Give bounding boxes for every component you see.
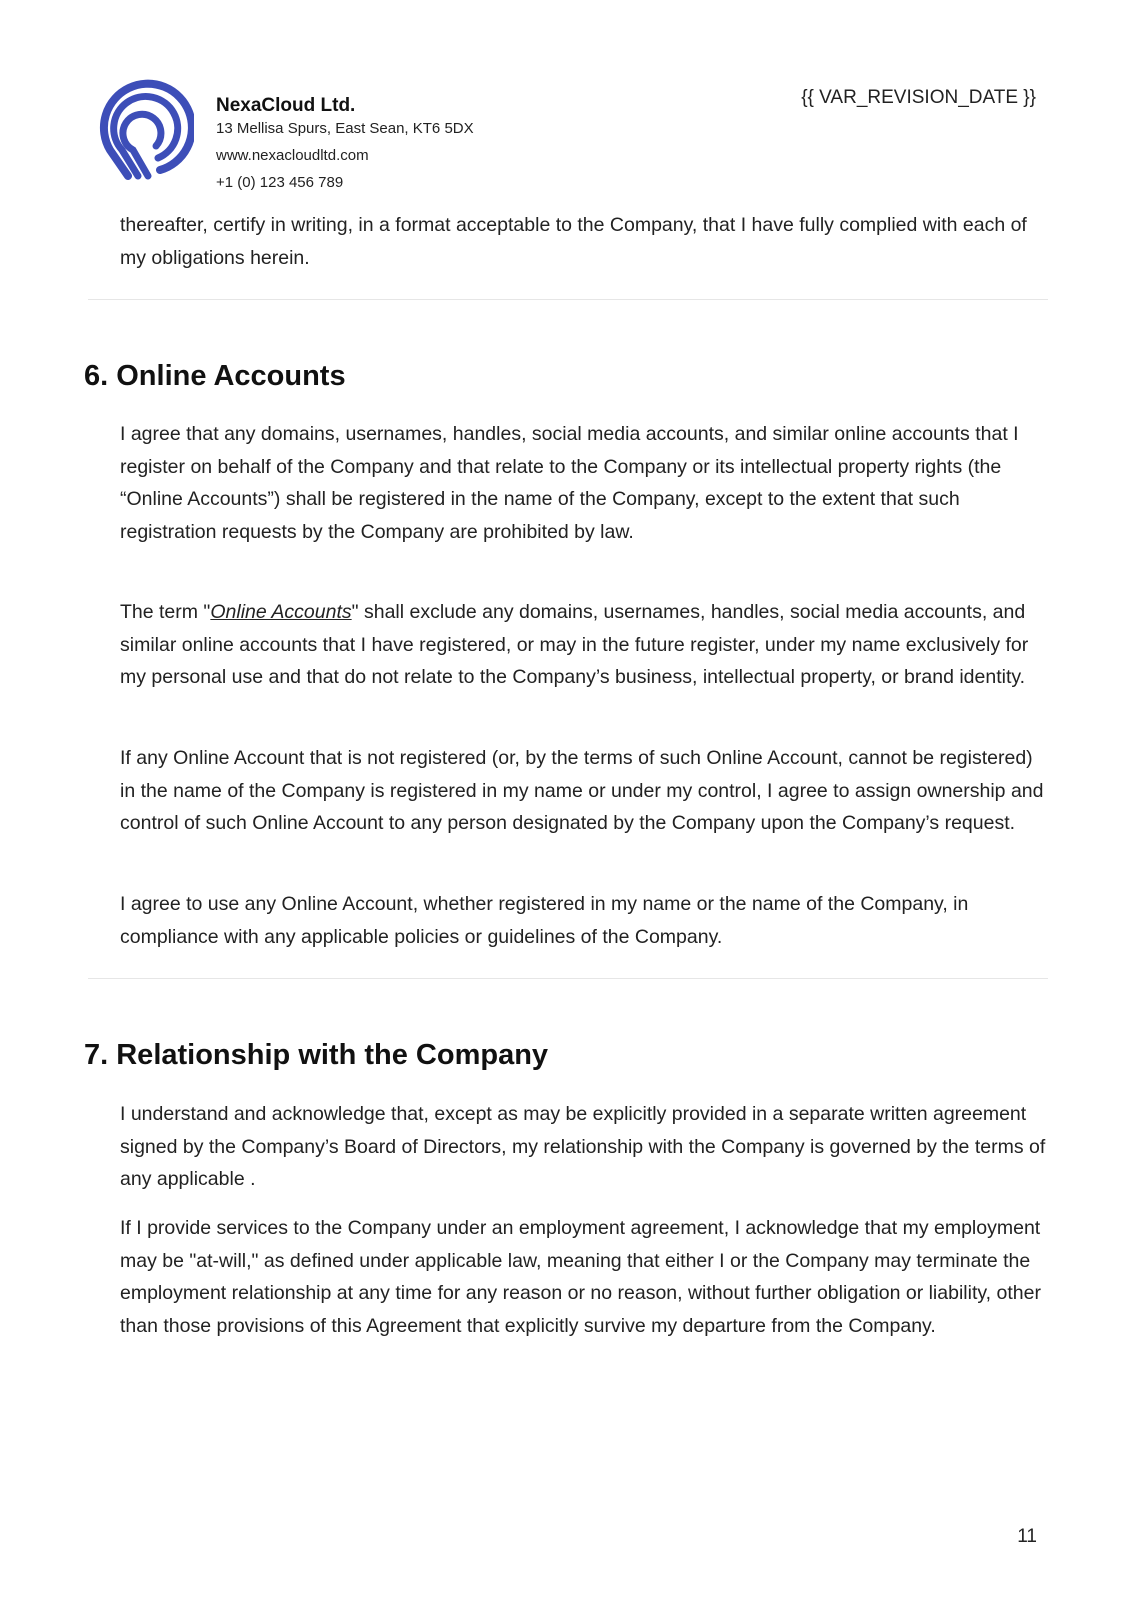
company-logo-icon [98,78,194,180]
company-phone: +1 (0) 123 456 789 [216,174,344,191]
company-website[interactable]: www.nexacloudltd.com [216,147,369,164]
section-6-heading: 6. Online Accounts [84,360,346,392]
page-number: 11 [1017,1526,1037,1547]
company-name: NexaCloud Ltd. [216,95,356,116]
p2-after: " shall exclude any domains, usernames, handles, social media accounts, and similar online accounts that I have registered, or may in the future register, under my name exclusively for my personal use and that do not relate to the Company’s business, intellectual property, or brand identity. [120,601,1029,688]
section-6-paragraph-1: I agree that any domains, usernames, handles, social media accounts, and similar online accounts that I register on behalf of the Company and that relate to the Company or its intellectual property rights (the “Online Accounts”) shall be registered in the name of the Company, except to the extent that such registration requests by the Company are prohibited by law. [120,423,1019,543]
section-6-paragraph-3: If any Online Account that is not registered (or, by the terms of such Online Account, cannot be registered) in the name of the Company is registered in my name or under my control, I agree to assign ownership and control of such Online Account to any person designated by the Company upon the Company’s request. [120,747,1044,834]
section-6-paragraph-4: I agree to use any Online Account, whether registered in my name or the name of the Company, in compliance with any applicable policies or guidelines of the Company. [120,893,969,948]
section-7-heading: 7. Relationship with the Company [84,1039,549,1071]
section-divider [88,299,1048,300]
online-accounts-term-link[interactable]: Online Accounts [210,601,352,623]
revision-date: {{ VAR_REVISION_DATE }} [801,87,1036,108]
continuation-paragraph: thereafter, certify in writing, in a format acceptable to the Company, that I have fully complied with each of my obligations herein. [120,214,1027,269]
section-6-paragraph-2 [120,596,1050,694]
company-address: 13 Mellisa Spurs, East Sean, KT6 5DX [216,120,474,137]
section-7-paragraph-1: I understand and acknowledge that, except as may be explicitly provided in a separate written agreement signed by the Company’s Board of Directors, my relationship with the Company is governed by the terms of any applicable . [120,1103,1046,1190]
company-info [216,94,474,192]
p2-before: The term " [120,601,211,623]
section-7-paragraph-2: If I provide services to the Company under an employment agreement, I acknowledge that my employment may be "at-will," as defined under applicable law, meaning that either I or the Company may terminate the employment relationship at any time for any reason or no reason, without further obligation or liability, other than those provisions of this Agreement that explicitly survive my departure from the Company. [120,1217,1041,1337]
section-divider [88,978,1048,979]
